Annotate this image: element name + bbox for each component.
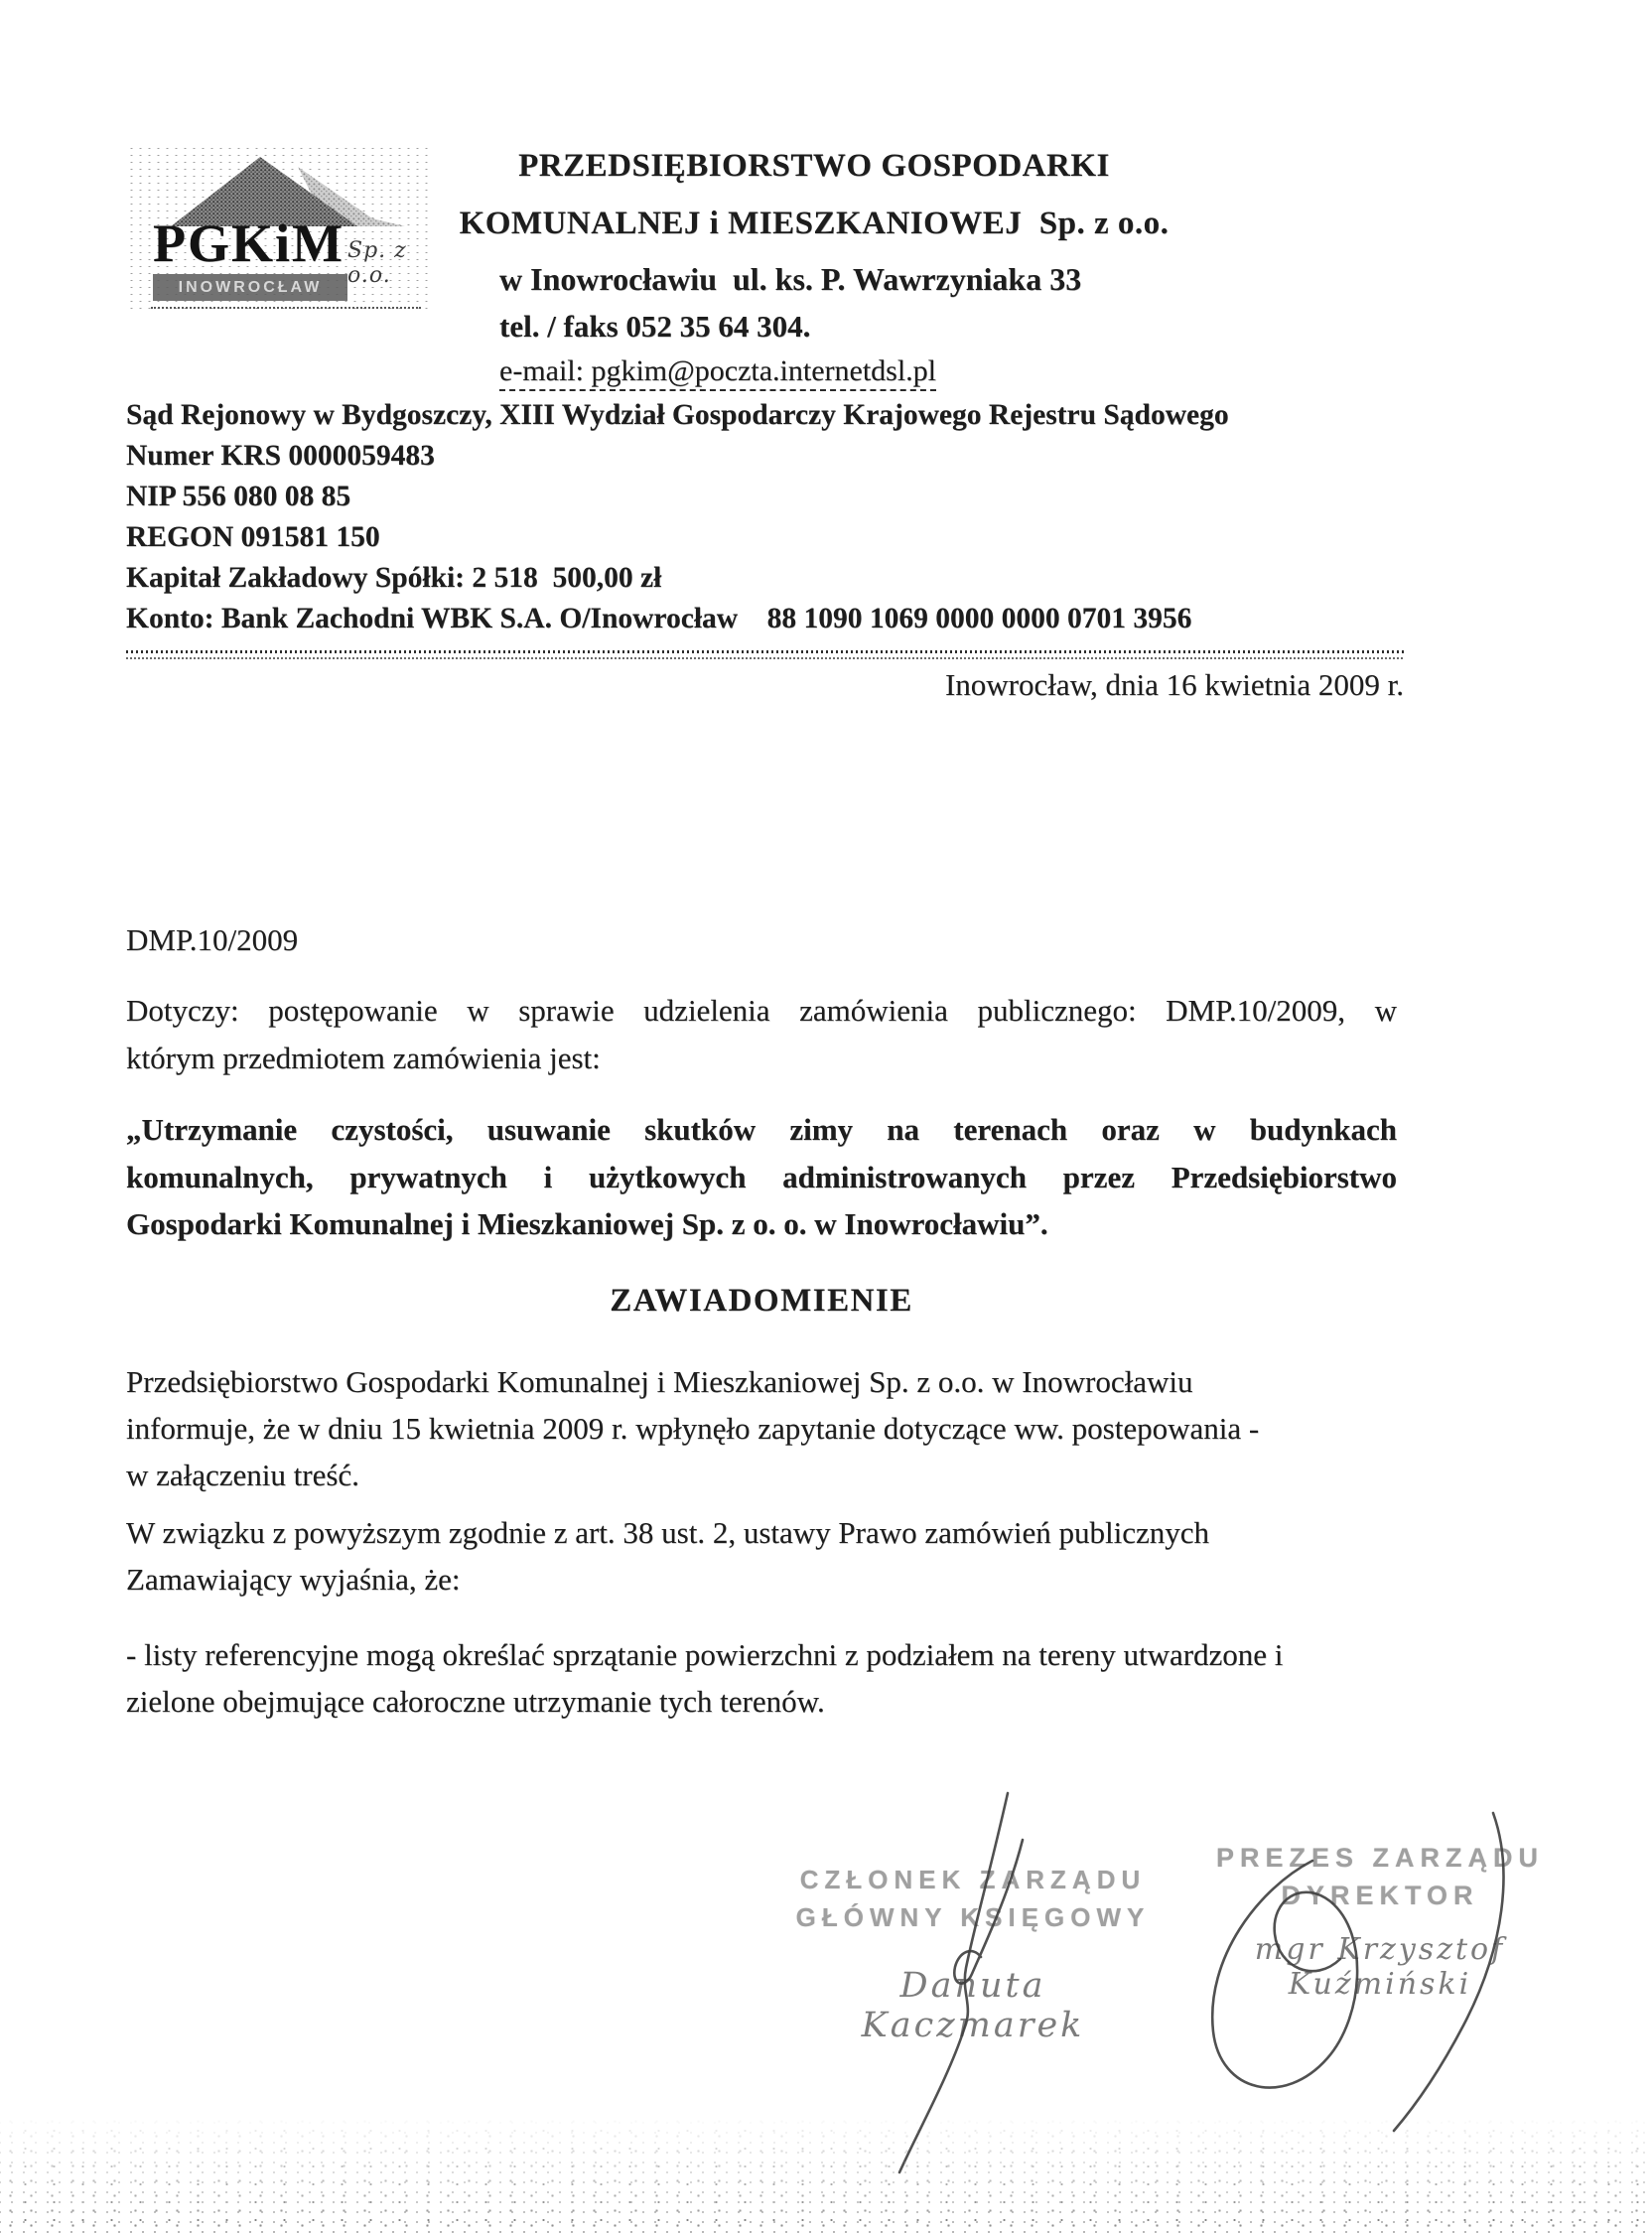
- subject-line: którym przedmiotem zamówienia jest:: [126, 1041, 601, 1075]
- handwritten-signature: mgr Krzysztof Kuźmiński: [1254, 1932, 1506, 2002]
- stamp-title: CZŁONEK ZARZĄDU: [799, 1865, 1147, 1894]
- scan-noise-band: [0, 2114, 1652, 2233]
- registry-krs: Numer KRS 0000059483: [126, 440, 435, 472]
- body-line: - listy referencyjne mogą określać sprzątanie powierzchni z podziałem na tereny utwardzone i: [126, 1637, 1284, 1672]
- registry-block: [126, 395, 1417, 639]
- registry-nip: NIP 556 080 08 85: [126, 481, 351, 512]
- subject-line: Dotyczy: postępowanie w sprawie udzielenia zamówienia publicznego: DMP.10/2009, w: [126, 993, 1397, 1028]
- subject-paragraph: [126, 987, 1397, 1082]
- company-name-line1: PRZEDSIĘBIORSTWO GOSPODARKI: [518, 148, 1110, 184]
- registry-capital: Kapitał Zakładowy Spółki: 2 518 500,00 zł: [126, 562, 662, 594]
- body-line: Zamawiający wyjaśnia, że:: [126, 1562, 461, 1597]
- company-logo: [127, 145, 429, 314]
- body-line: informuje, że w dniu 15 kwietnia 2009 r. wpłynęło zapytanie dotyczące ww. postepowania -: [126, 1411, 1260, 1446]
- logo-suffix: Sp. z o.o.: [347, 238, 407, 288]
- body-line: zielone obejmujące całoroczne utrzymanie tych terenów.: [126, 1684, 825, 1719]
- company-email-line: [437, 353, 1191, 389]
- signature-block-right: [1171, 1839, 1588, 2002]
- notice-heading: ZAWIADOMIENIE: [610, 1283, 913, 1319]
- subject-quote-line: „Utrzymanie czystości, usuwanie skutków zimy na terenach oraz w budynkach: [126, 1112, 1397, 1147]
- company-email: e-mail: pgkim@poczta.internetdsl.pl: [499, 354, 936, 391]
- signature-block-left: [789, 1861, 1157, 2045]
- reference-number: DMP.10/2009: [126, 922, 299, 957]
- body-line: w załączeniu treść.: [126, 1458, 359, 1492]
- subject-quote-paragraph: [126, 1106, 1397, 1248]
- registry-court: Sąd Rejonowy w Bydgoszczy, XIII Wydział Gospodarczy Krajowego Rejestru Sądowego: [126, 399, 1229, 431]
- body-paragraph-3: [126, 1631, 1397, 1725]
- stamp-title: DYREKTOR: [1281, 1881, 1479, 1910]
- body-line: Przedsiębiorstwo Gospodarki Komunalnej i Mieszkaniowej Sp. z o.o. w Inowrocławiu: [126, 1364, 1193, 1399]
- body-paragraph-2: [126, 1509, 1397, 1603]
- company-address: w Inowrocławiu ul. ks. P. Wawrzyniaka 33: [499, 261, 1082, 297]
- stamp-title: GŁÓWNY KSIĘGOWY: [795, 1902, 1151, 1932]
- body-line: W związku z powyższym zgodnie z art. 38 ust. 2, ustawy Prawo zamówień publicznych: [126, 1515, 1210, 1550]
- company-phone: tel. / faks 052 35 64 304.: [499, 309, 811, 344]
- subject-quote-line: Gospodarki Komunalnej i Mieszkaniowej Sp. z o. o. w Inowrocławiu”.: [126, 1206, 1048, 1241]
- registry-regon: REGON 091581 150: [126, 521, 380, 553]
- stamp-title: PREZES ZARZĄDU: [1215, 1843, 1544, 1873]
- logo-city-band: INOWROCŁAW: [153, 274, 347, 301]
- logo-underline: [151, 307, 421, 309]
- date-line: Inowrocław, dnia 16 kwietnia 2009 r.: [944, 667, 1404, 702]
- subject-quote-line: komunalnych, prywatnych i użytkowych administrowanych przez Przedsiębiorstwo: [126, 1159, 1397, 1194]
- body-paragraph-1: [126, 1358, 1397, 1498]
- dotted-divider: [126, 650, 1404, 659]
- company-name-line2: KOMUNALNEJ i MIESZKANIOWEJ Sp. z o.o.: [459, 206, 1170, 241]
- registry-bank-account: Konto: Bank Zachodni WBK S.A. O/Inowrocław 88 1090 1069 0000 0000 0701 3956: [126, 603, 1192, 634]
- logo-acronym: PGKiM: [153, 213, 344, 273]
- handwritten-signature: Danuta Kaczmarek: [861, 1966, 1085, 2045]
